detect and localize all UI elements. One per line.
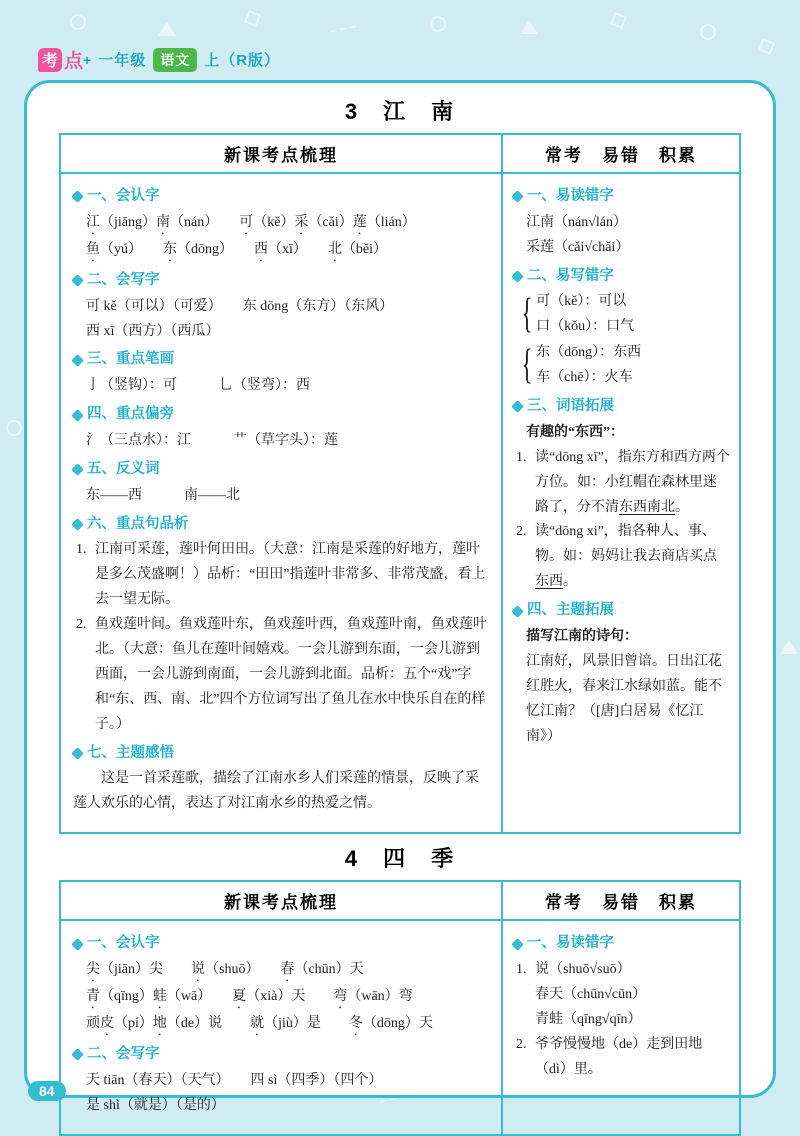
section-title-text: 二、易写错字 bbox=[527, 267, 614, 284]
text-line: 青蛙（qīng√qīn） bbox=[535, 1011, 642, 1027]
decor-triangle-icon bbox=[520, 20, 538, 34]
item-text: 读“dōng xi”，指各种人、事、物。如：妈妈让我去商店买点东西。 bbox=[535, 524, 717, 590]
text-line: 江（jiāng）南（nán） 可（kě）采（cǎi）莲（lián） bbox=[86, 214, 416, 230]
section-title-text: 一、会认字 bbox=[87, 935, 160, 952]
section-title bbox=[73, 457, 491, 483]
section-pianpang bbox=[73, 402, 491, 454]
numbered-item bbox=[513, 520, 730, 595]
section-renzi bbox=[73, 184, 491, 265]
brace-lines bbox=[536, 290, 634, 340]
section-bullet-icon bbox=[71, 354, 84, 367]
section-title-text: 四、主题拓展 bbox=[527, 602, 614, 619]
item-number: 2. bbox=[516, 1036, 527, 1052]
volume-label: 上（R版） bbox=[204, 52, 281, 69]
section-fanyici bbox=[73, 457, 491, 509]
brace-glyph: { bbox=[521, 342, 533, 389]
item-text: 爷爷慢慢地（de）走到田地（dì）里。 bbox=[535, 1036, 703, 1077]
section-title bbox=[73, 347, 491, 373]
lesson3-table bbox=[59, 133, 741, 834]
section-yiducuo bbox=[513, 184, 730, 261]
brace-group bbox=[513, 290, 730, 340]
section-bullet-icon bbox=[71, 463, 84, 476]
section-title-text: 七、主题感悟 bbox=[87, 744, 174, 761]
section-title bbox=[73, 512, 491, 538]
decor-circle-icon bbox=[6, 420, 22, 436]
lesson4-table bbox=[59, 880, 741, 1135]
lesson3-right-column bbox=[501, 174, 739, 832]
decor-square-icon bbox=[758, 38, 775, 55]
section-title bbox=[73, 1042, 491, 1068]
lesson4-title: 4 四 季 bbox=[344, 846, 456, 872]
section-bullet-icon bbox=[71, 1048, 84, 1061]
text-line: 车（chē）：火车 bbox=[536, 370, 633, 386]
section-bullet-icon bbox=[71, 409, 84, 422]
section-title bbox=[73, 931, 491, 957]
section-xiezi bbox=[73, 268, 491, 345]
section-title-text: 三、重点笔画 bbox=[87, 351, 174, 368]
section-bullet-icon bbox=[71, 274, 84, 287]
section-title bbox=[513, 931, 730, 957]
text-line: 顽皮（pí）地（de）说 就（jiù）是 冬（dōng）天 bbox=[86, 1015, 433, 1031]
text-line: 亅（竖钩）：可 乚（竖弯）：西 bbox=[86, 378, 310, 394]
section-bullet-icon bbox=[511, 401, 524, 414]
decor-triangle-icon bbox=[780, 640, 798, 654]
content-card bbox=[24, 80, 776, 1113]
section-title bbox=[513, 184, 730, 210]
brand-logo-text: 点 bbox=[64, 51, 84, 72]
section-bullet-icon bbox=[71, 191, 84, 204]
section-zhutituozhan bbox=[513, 598, 730, 749]
section-title bbox=[513, 598, 730, 624]
section-title bbox=[513, 264, 730, 290]
item-text: 读“dōng xī”，指东方和西方两个方位。如：小红帽在森林里迷路了，分不清东西南北。 bbox=[535, 449, 730, 515]
brand-logo bbox=[38, 46, 91, 73]
text-line: 西 xī（西方）（西瓜） bbox=[86, 323, 220, 339]
item-text bbox=[535, 958, 730, 1033]
lesson4-right-header: 常考 易错 积累 bbox=[501, 882, 739, 921]
lesson3-title: 3 江 南 bbox=[344, 99, 456, 124]
section-bullet-icon bbox=[71, 747, 84, 760]
lesson4-right-column bbox=[501, 921, 739, 1133]
section-bullet-icon bbox=[71, 518, 84, 531]
section-title-text: 一、易读错字 bbox=[527, 188, 614, 204]
section-title-text: 五、反义词 bbox=[87, 460, 160, 477]
section-title-text: 六、重点句品析 bbox=[87, 515, 189, 532]
section-bullet-icon bbox=[511, 270, 524, 283]
section-bihua bbox=[73, 347, 491, 399]
decor-dash-icon bbox=[330, 25, 356, 32]
text-line: 东——西 南——北 bbox=[86, 487, 240, 503]
section-renzi bbox=[73, 931, 491, 1039]
subsection-title: 有趣的“东西”： bbox=[526, 424, 624, 440]
section-jupinxi bbox=[73, 512, 491, 738]
poem-text: 江南好，风景旧曾谙。日出江花红胜火，春来江水绿如蓝。能不忆江南？（[唐]白居易《忆江南》） bbox=[526, 653, 722, 744]
numbered-item bbox=[513, 1033, 730, 1083]
text-line: 尖（jiān）尖 说（shuō） 春（chūn）天 bbox=[86, 961, 364, 977]
text-line: 说（shuō√suō） bbox=[535, 961, 631, 977]
decor-circle-icon bbox=[430, 16, 446, 32]
item-number: 1. bbox=[516, 961, 527, 977]
section-yixiecuo bbox=[513, 264, 730, 391]
decor-square-icon bbox=[244, 10, 261, 27]
lesson3-right-header: 常考 易错 积累 bbox=[501, 135, 739, 174]
brace-lines bbox=[536, 341, 641, 391]
plus-icon: + bbox=[83, 51, 92, 68]
text-line: 氵（三点水）：江 艹（草字头）：莲 bbox=[86, 432, 338, 448]
decor-square-icon bbox=[610, 12, 627, 29]
section-title-text: 三、词语拓展 bbox=[527, 398, 614, 415]
text-line: 青（qīng）蛙（wā） 夏（xià）天 弯（wān）弯 bbox=[86, 988, 413, 1004]
text-line: 口（kǒu）：口气 bbox=[536, 319, 635, 335]
brand-header bbox=[38, 46, 280, 73]
item-number: 1. bbox=[516, 449, 527, 465]
subsection-title: 描写江南的诗句： bbox=[526, 628, 638, 644]
numbered-item bbox=[513, 958, 730, 1033]
theme-paragraph: 这是一首采莲歌，描绘了江南水乡人们采莲的情景，反映了采莲人欢乐的心情，表达了对江南水乡的热爱之情。 bbox=[73, 771, 479, 812]
text-line: 江南（nán√lán） bbox=[526, 214, 628, 230]
numbered-item bbox=[513, 446, 730, 521]
item-text: 江南可采莲，莲叶何田田。（大意：江南是采莲的好地方，莲叶是多么茂盛啊！）品析：“田田”指莲叶非常多、非常茂盛，看上去一望无际。 bbox=[95, 542, 486, 608]
section-title bbox=[73, 741, 491, 767]
section-title-text: 四、重点偏旁 bbox=[87, 406, 174, 423]
grade-label: 一年级 bbox=[98, 52, 147, 69]
section-bullet-icon bbox=[511, 605, 524, 618]
lesson4-left-header: 新课考点梳理 bbox=[61, 882, 501, 921]
numbered-item bbox=[73, 538, 491, 613]
section-title bbox=[513, 394, 730, 420]
item-text: 鱼戏莲叶间。鱼戏莲叶东，鱼戏莲叶西，鱼戏莲叶南，鱼戏莲叶北。（大意：鱼儿在莲叶间嬉戏。一会儿游到东面，一会儿游到西面，一会儿游到南面，一会儿游到北面。品析：五个“戏”字和“东、西、南、北”四个方位词写出了鱼儿在水中快乐自在的样子。） bbox=[95, 617, 487, 732]
brace-glyph: { bbox=[521, 291, 533, 338]
section-title bbox=[73, 268, 491, 294]
text-line: 鱼（yú） 东（dōng） 西（xī） 北（běi） bbox=[86, 241, 387, 257]
text-line: 可（kě）：可以 bbox=[536, 294, 627, 310]
section-title bbox=[73, 402, 491, 428]
lesson4-left-column bbox=[61, 921, 501, 1133]
item-number: 2. bbox=[516, 524, 527, 540]
subject-badge: 语文 bbox=[153, 48, 197, 72]
text-line: 天 tiān（春天）（天气） 四 sì（四季）（四个） bbox=[86, 1072, 383, 1088]
section-bullet-icon bbox=[511, 938, 524, 951]
section-bullet-icon bbox=[511, 191, 524, 204]
decor-circle-icon bbox=[70, 14, 86, 30]
section-title-text: 一、易读错字 bbox=[527, 935, 614, 952]
decor-triangle-icon bbox=[158, 22, 176, 36]
section-ganwu bbox=[73, 741, 491, 818]
section-bullet-icon bbox=[71, 938, 84, 951]
lesson3-left-column bbox=[61, 174, 501, 832]
brace-group bbox=[513, 341, 730, 391]
item-number: 2. bbox=[76, 617, 87, 633]
text-line: 东（dōng）：东西 bbox=[536, 345, 642, 361]
page-number-badge: 84 bbox=[28, 1081, 66, 1101]
item-number: 1. bbox=[76, 542, 87, 558]
section-ciyutuozhan bbox=[513, 394, 730, 595]
text-line: 采莲（cǎi√chǎi） bbox=[526, 239, 630, 255]
text-line: 可 kě（可以）（可爱） 东 dōng（东方）（东风） bbox=[86, 298, 394, 314]
section-title-text: 二、会写字 bbox=[87, 1045, 160, 1062]
section-yiducuo bbox=[513, 931, 730, 1082]
text-line: 是 shì（就是）（是的） bbox=[86, 1097, 225, 1113]
brand-logo-icon: 考 bbox=[38, 48, 62, 72]
section-xiezi bbox=[73, 1042, 491, 1119]
text-line: 春天（chūn√cūn） bbox=[535, 986, 647, 1002]
section-title-text: 一、会认字 bbox=[87, 188, 160, 204]
section-title-text: 二、会写字 bbox=[87, 271, 160, 288]
lesson3-left-header: 新课考点梳理 bbox=[61, 135, 501, 174]
numbered-item bbox=[73, 613, 491, 738]
decor-circle-icon bbox=[700, 24, 716, 40]
section-title bbox=[73, 184, 491, 210]
